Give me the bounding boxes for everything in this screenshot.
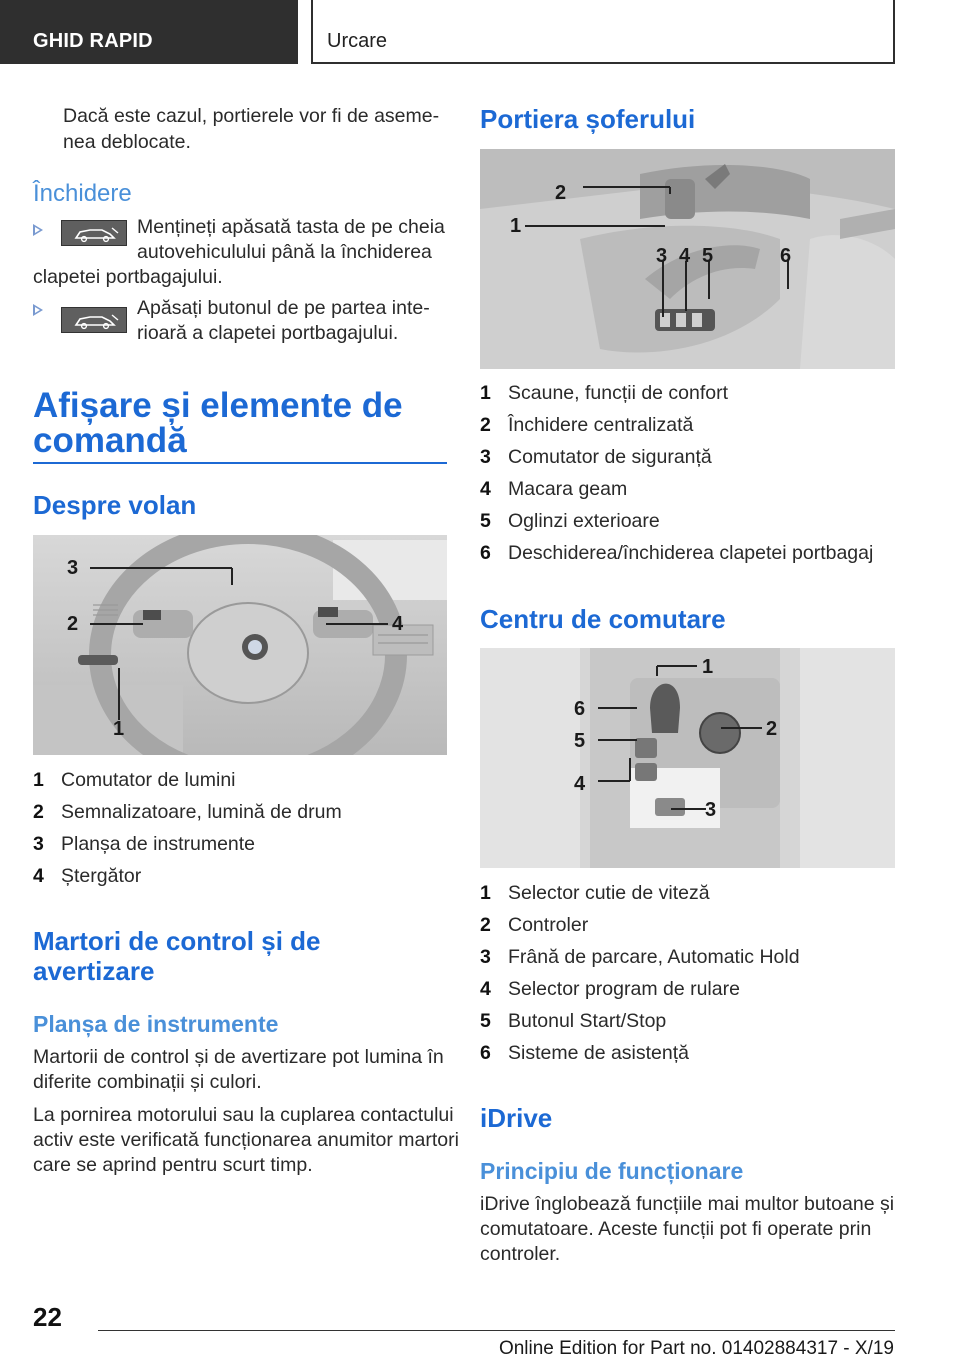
- list-item: 3 Frână de parcare, Automatic Hold: [480, 946, 800, 968]
- driver-door-photo: [480, 149, 895, 369]
- list-item: 4 Macara geam: [480, 478, 628, 500]
- panel-p2-line-1: La pornirea motorului sau la cuplarea contactului: [33, 1104, 454, 1126]
- step2-line-2: rioară a clapetei portbagajului.: [137, 322, 399, 344]
- callout-4: 4: [574, 773, 586, 795]
- list-item: 6 Sisteme de asistență: [480, 1042, 690, 1064]
- callout-2: 2: [67, 613, 79, 635]
- chapter-title: Urcare: [327, 30, 388, 52]
- step1-line-1: Mențineți apăsată tasta de pe cheia: [137, 216, 445, 238]
- triangle-bullet-icon: [33, 224, 43, 236]
- callout-6: 6: [574, 698, 586, 720]
- principle-line-2: comutatoare. Aceste funcții pot fi operate prin: [480, 1218, 872, 1240]
- principle-heading: Principiu de funcționare: [480, 1158, 744, 1184]
- center-heading: Centru de comutare: [480, 604, 726, 634]
- warning-heading-line-1: Martori de control și de: [33, 926, 321, 956]
- list-item: 6 Deschiderea/închiderea clapetei portbagaj: [480, 542, 874, 564]
- list-item: 5 Butonul Start/Stop: [480, 1010, 667, 1032]
- door-heading: Portiera șoferului: [480, 104, 696, 134]
- callout-4: 4: [392, 613, 404, 635]
- section-tab: [0, 0, 298, 64]
- center-console-photo: [480, 648, 895, 868]
- idrive-heading: iDrive: [480, 1103, 553, 1133]
- section-title-line-2: comandă: [33, 421, 187, 460]
- principle-line-3: controler.: [480, 1243, 561, 1265]
- intro-line-1: Dacă este cazul, portierele vor fi de aseme-: [63, 105, 440, 127]
- callout-2: 2: [555, 182, 567, 204]
- list-item: 2 Semnalizatoare, lumină de drum: [33, 801, 342, 823]
- callout-1: 1: [510, 215, 522, 237]
- callout-6: 6: [780, 245, 792, 267]
- section-divider: [33, 462, 447, 464]
- page-number: 22: [33, 1302, 62, 1332]
- panel-p1-line-1: Martorii de control și de avertizare pot lumina în: [33, 1046, 444, 1068]
- intro-line-2: nea deblocate.: [63, 131, 191, 153]
- steering-wheel-photo: [33, 535, 447, 755]
- step1-line-2: autovehiculului până la închiderea: [137, 241, 432, 263]
- triangle-bullet-icon: [33, 304, 43, 316]
- panel-p1-line-2: diferite combinații și culori.: [33, 1071, 262, 1093]
- list-item: 1 Comutator de lumini: [33, 769, 236, 791]
- callout-1: 1: [113, 718, 125, 740]
- step2-line-1: Apăsați butonul de pe partea inte-: [137, 297, 430, 319]
- list-item: 5 Oglinzi exterioare: [480, 510, 660, 532]
- list-item: 4 Selector program de rulare: [480, 978, 740, 1000]
- step1-line-3: clapetei portbagajului.: [33, 266, 223, 288]
- list-item: 3 Planșa de instrumente: [33, 833, 256, 855]
- warning-heading-line-2: avertizare: [33, 956, 155, 986]
- panel-p2-line-2: activ este verificată funcționarea anumitor martori: [33, 1129, 459, 1151]
- section-title: GHID RAPID: [33, 30, 153, 52]
- callout-1: 1: [702, 656, 714, 678]
- callout-3: 3: [656, 245, 668, 267]
- list-item: 1 Scaune, funcții de confort: [480, 382, 729, 404]
- list-item: 1 Selector cutie de viteză: [480, 882, 710, 904]
- closing-heading: Închidere: [33, 180, 132, 207]
- chapter-tab: [311, 0, 895, 64]
- principle-line-1: iDrive înglobează funcțiile mai multor butoane și: [480, 1193, 895, 1215]
- trunk-key-icon: [61, 220, 127, 246]
- steering-heading: Despre volan: [33, 490, 197, 520]
- panel-heading: Planșa de instrumente: [33, 1011, 279, 1037]
- list-item: 2 Controler: [480, 914, 589, 936]
- section-title-line-1: Afișare și elemente de: [33, 386, 403, 425]
- panel-p2-line-3: care se aprind pentru scurt timp.: [33, 1154, 313, 1176]
- callout-5: 5: [574, 730, 586, 752]
- callout-2: 2: [766, 718, 778, 740]
- callout-3: 3: [67, 557, 79, 579]
- list-item: 2 Închidere centralizată: [480, 414, 694, 436]
- list-item: 4 Ștergător: [33, 865, 142, 887]
- edition-label: Online Edition for Part no. 01402884317 - X/19: [498, 1338, 894, 1359]
- footer-divider: [98, 1330, 895, 1331]
- list-item: 3 Comutator de siguranță: [480, 446, 712, 468]
- callout-4: 4: [679, 245, 691, 267]
- callout-3: 3: [705, 799, 717, 821]
- callout-5: 5: [702, 245, 714, 267]
- trunk-key-icon: [61, 307, 127, 333]
